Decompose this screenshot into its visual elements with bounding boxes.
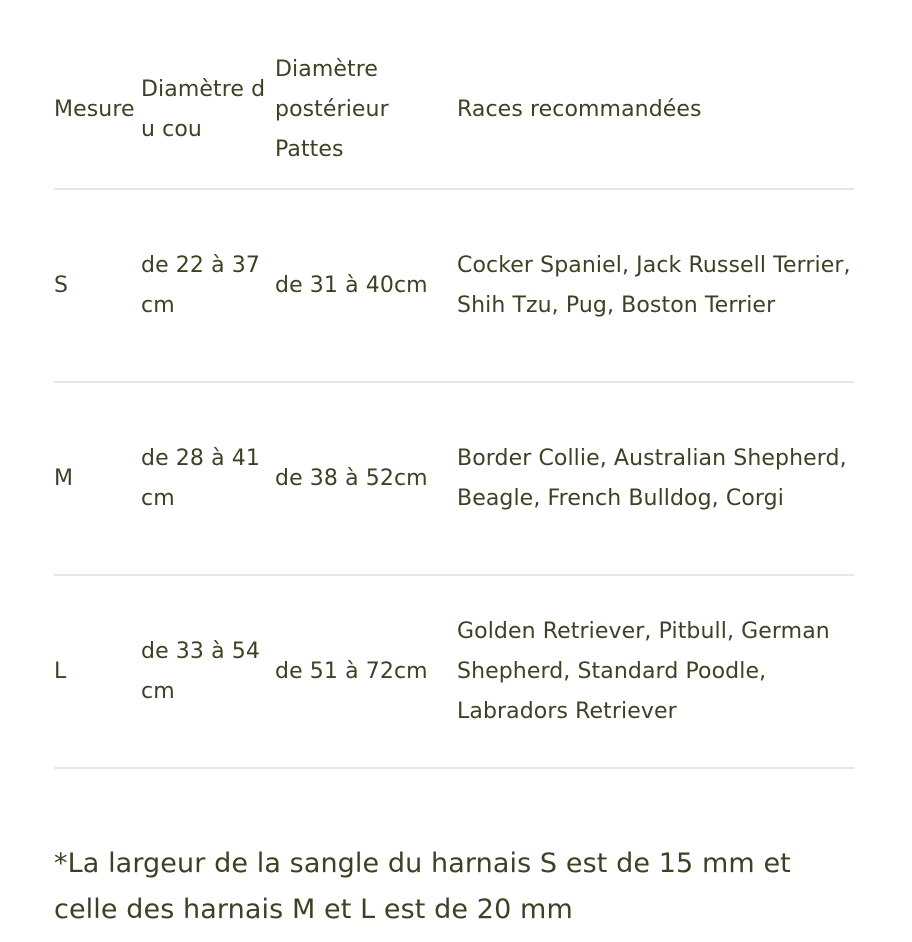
table-row: [54, 190, 854, 383]
neck-cell: de 33 à 54cm: [141, 638, 260, 704]
size-cell: M: [54, 465, 74, 491]
header-size: Mesure: [54, 96, 135, 122]
header-recommended-breeds: Races recommandées: [457, 96, 702, 122]
strap-width-footnote: *La largeur de la sangle du harnais S est de 15 mm et celle des harnais M et L est de 20 mm: [54, 848, 791, 925]
header-neck-diameter: Diamètre du cou: [141, 76, 266, 142]
neck-cell: de 28 à 41cm: [141, 445, 260, 511]
size-table: [54, 33, 854, 769]
breeds-cell: Border Collie, Australian Shepherd, Beagle, French Bulldog, Corgi: [457, 445, 847, 511]
table-row: [54, 383, 854, 576]
table-header-row: [54, 33, 854, 190]
chest-cell: de 31 à 40cm: [275, 272, 428, 298]
table-row: [54, 576, 854, 769]
chest-cell: de 38 à 52cm: [275, 465, 428, 491]
chest-cell: de 51 à 72cm: [275, 658, 428, 684]
breeds-cell: Cocker Spaniel, Jack Russell Terrier, Shih Tzu, Pug, Boston Terrier: [457, 252, 851, 318]
size-cell: L: [54, 658, 67, 684]
size-cell: S: [54, 272, 69, 298]
header-chest-diameter: Diamètre postérieur Pattes: [275, 56, 389, 162]
breeds-cell: Golden Retriever, Pitbull, German Shepherd, Standard Poodle, Labradors Retriever: [457, 618, 830, 724]
neck-cell: de 22 à 37cm: [141, 252, 260, 318]
